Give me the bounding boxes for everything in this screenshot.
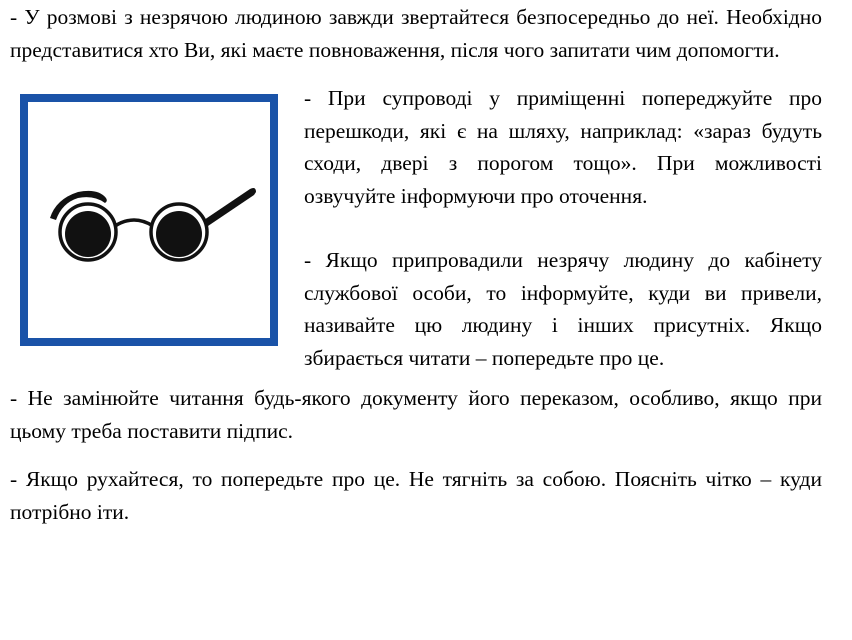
paragraph-4: - Не замінюйте читання будь-якого документу його переказом, особливо, якщо при цьому треба поставити підпис. (10, 386, 822, 443)
document-page (10, 0, 822, 528)
figure-block (10, 82, 822, 374)
paragraph-2: - При супроводі у приміщенні попереджуйте про перешкоди, які є на шляху, наприклад: «зараз будуть сходи, двері з порогом тощо». При можливості озвучуйте інформуючи про оточення. (304, 86, 822, 208)
dark-glasses-icon (28, 102, 270, 338)
paragraph-5: - Якщо рухайтеся, то попередьте про це. Не тягніть за собою. Поясніть чітко – куди потрібно іти. (10, 467, 822, 524)
paragraph-1: - У розмові з незрячою людиною завжди звертайтеся безпосередньо до неї. Необхідно представитися хто Ви, які маєте повноваження, після чого запитати чим допомогти. (10, 5, 822, 62)
paragraph-3: - Якщо припровадили незрячу людину до кабінету службової особи, то інформуйте, куди ви привели, називайте цю людину і інших присутніх. Якщо збирається читати – попередьте про це. (304, 248, 822, 370)
blind-person-sign (20, 94, 278, 346)
